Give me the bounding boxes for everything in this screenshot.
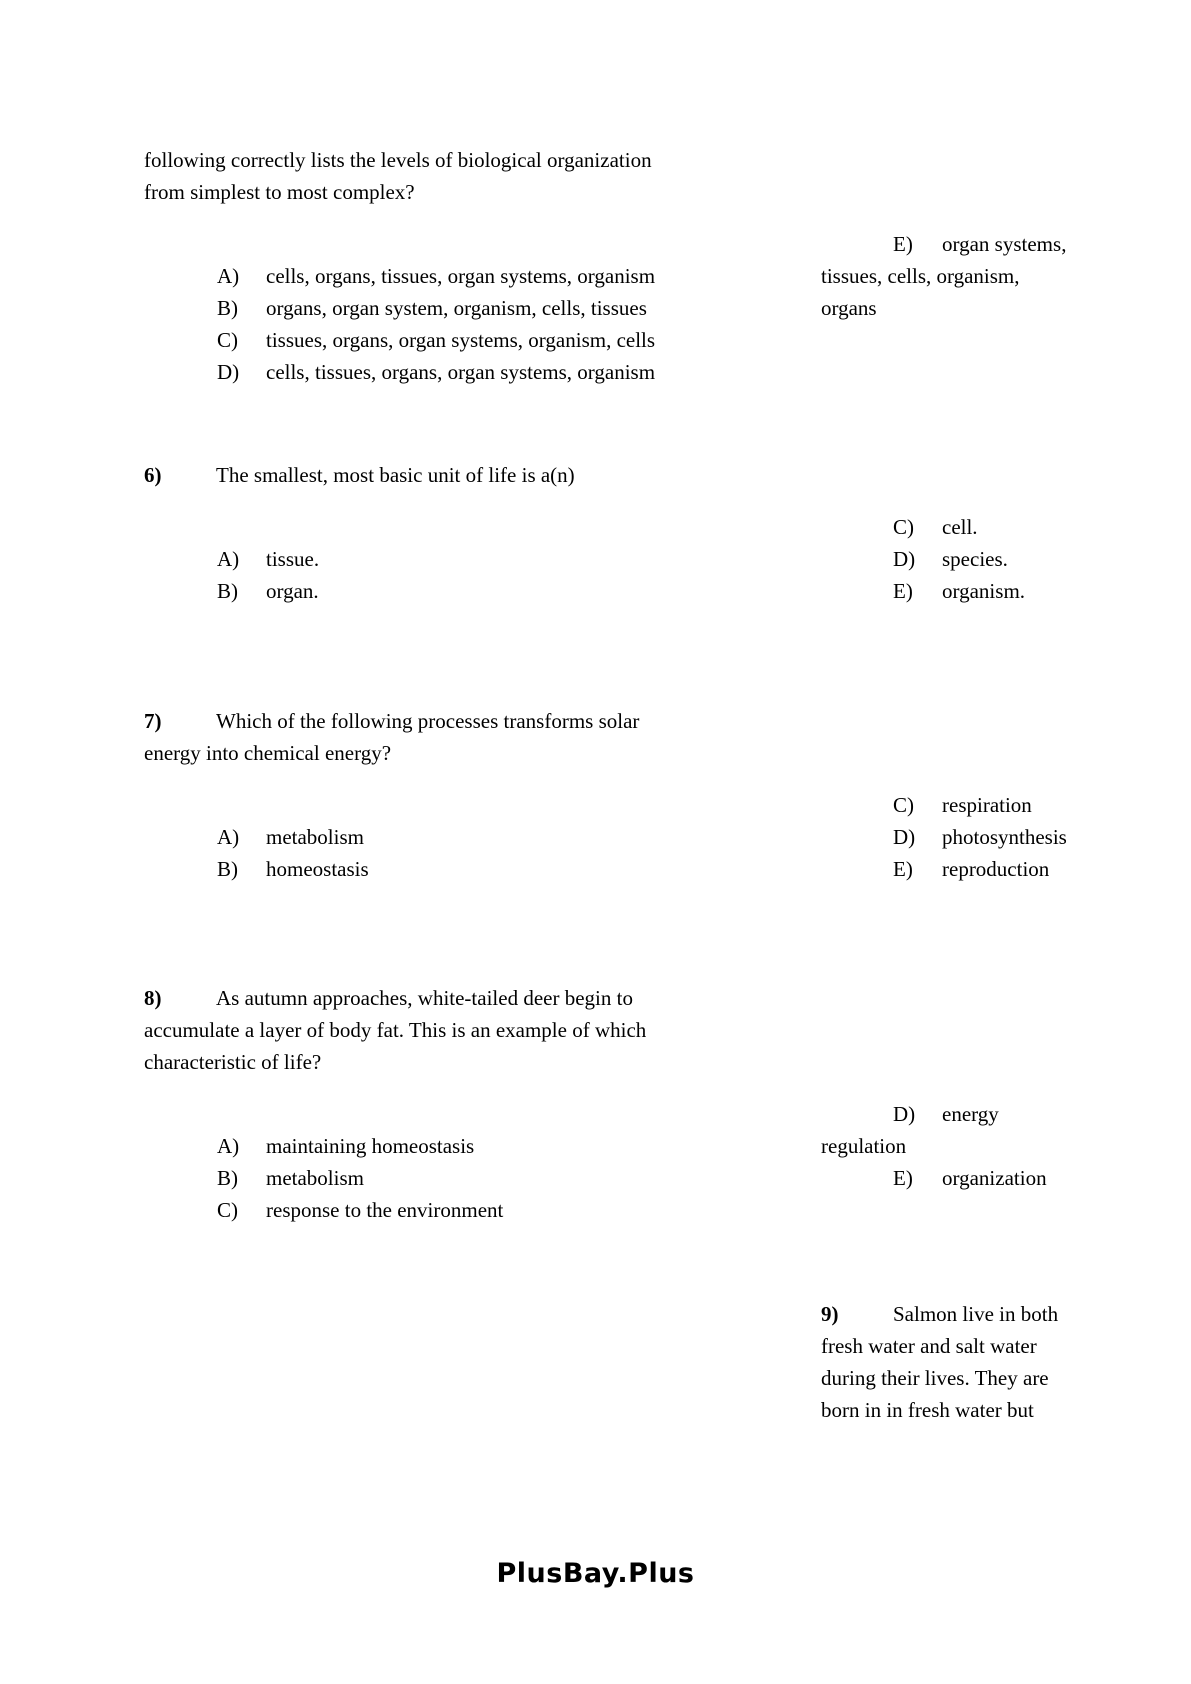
q7-option-a: A) metabolism [217,825,364,849]
footer-brand: PlusBay.Plus [496,1558,695,1589]
q6-option-e: E) organism. [893,579,1026,603]
q6-option-b: B) organ. [217,579,319,603]
q7-stem-line1: 7) Which of the following processes transforms solar [144,709,640,733]
q7-option-d: D) photosynthesis [893,825,1067,849]
q8-option-e: E) organization [893,1166,1047,1190]
q6-option-a: A) tissue. [217,547,320,571]
q7-option-e: E) reproduction [893,857,1050,881]
q5-option-c: C) tissues, organs, organ systems, organism, cells [217,328,656,352]
q9-stem-line2: fresh water and salt water [821,1334,1037,1358]
q8-option-c: C) response to the environment [217,1198,504,1222]
q8-stem-line1: 8) As autumn approaches, white-tailed deer begin to [144,986,633,1010]
q5-option-d: D) cells, tissues, organs, organ systems, organism [217,360,656,384]
q5-stem-line1: following correctly lists the levels of biological organization [144,148,652,172]
q5-option-a: A) cells, organs, tissues, organ systems, organism [217,264,656,288]
q8-option-d-line2: regulation [821,1134,907,1158]
q5-option-e: E) organ systems, [893,232,1067,256]
q5-stem-line2: from simplest to most complex? [144,180,415,204]
q9-stem-line3: during their lives. They are [821,1366,1049,1390]
q8-stem-line3: characteristic of life? [144,1050,322,1074]
q6-option-c: C) cell. [893,515,978,539]
q5-option-e-line3: organs [821,296,877,320]
q8-option-a: A) maintaining homeostasis [217,1134,475,1158]
q5-option-e-line2: tissues, cells, organism, [821,264,1020,288]
q6-option-d: D) species. [893,547,1008,571]
q9-stem-line1: 9) Salmon live in both [821,1302,1059,1326]
q5-option-b: B) organs, organ system, organism, cells, tissues [217,296,647,320]
q8-stem-line2: accumulate a layer of body fat. This is an example of which [144,1018,647,1042]
q7-stem-line2: energy into chemical energy? [144,741,392,765]
q8-option-d: D) energy [893,1102,999,1126]
q9-stem-line4: born in in fresh water but [821,1398,1034,1422]
q8-option-b: B) metabolism [217,1166,364,1190]
q6-stem: 6) The smallest, most basic unit of life is a(n) [144,463,575,487]
q7-option-c: C) respiration [893,793,1032,817]
q7-option-b: B) homeostasis [217,857,369,881]
